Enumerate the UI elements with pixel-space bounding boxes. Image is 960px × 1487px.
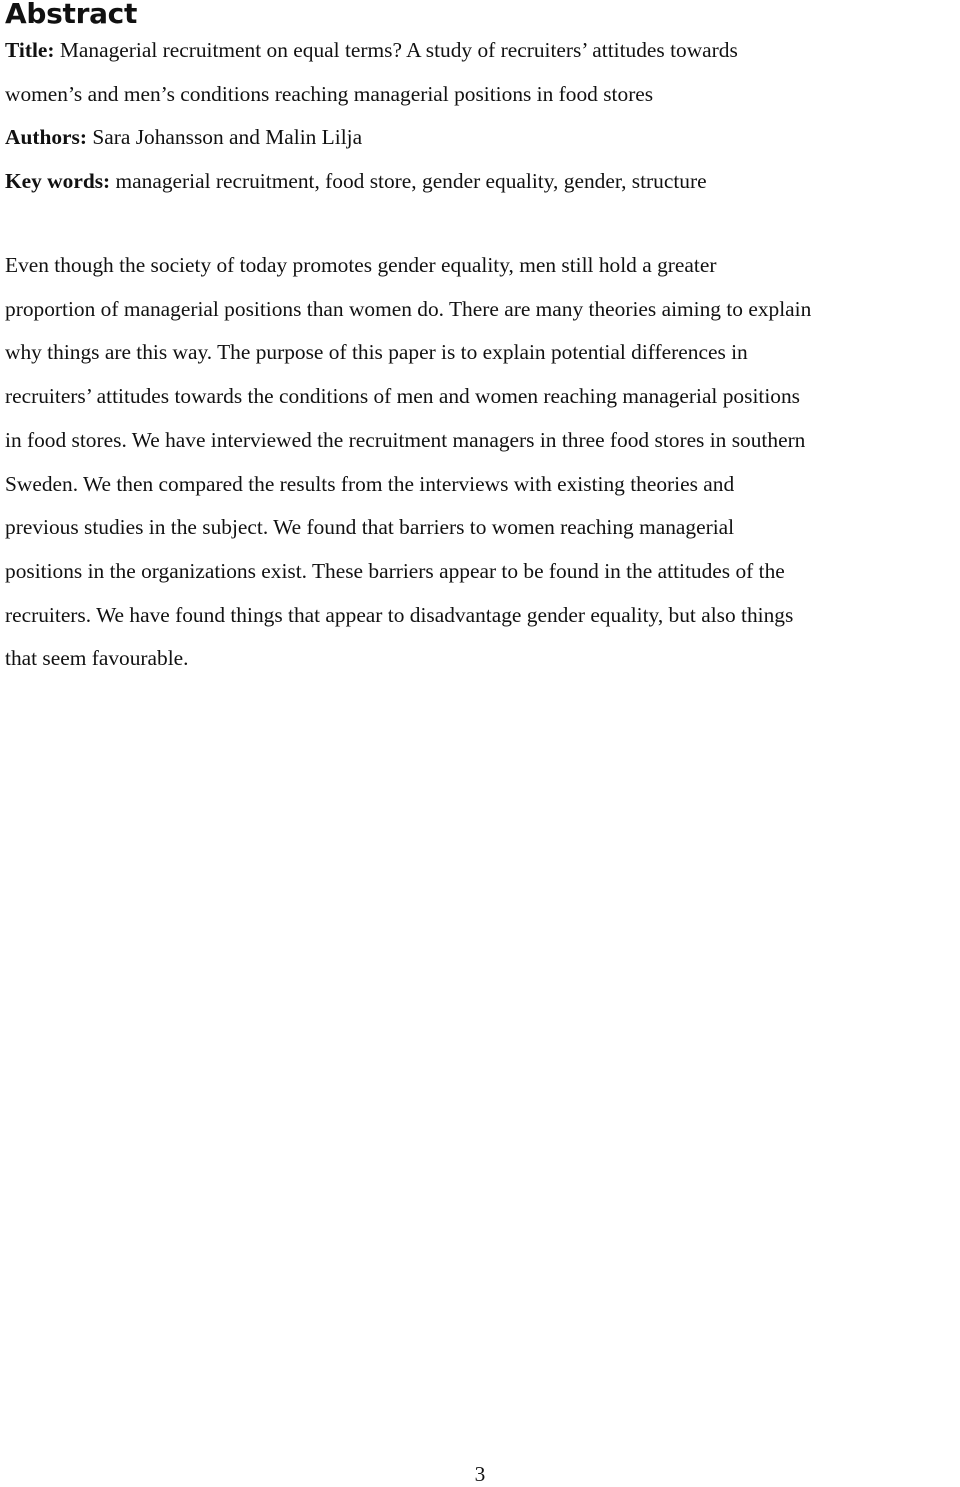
authors-line: [5, 116, 955, 160]
paragraph-line: recruiters. We have found things that appear to disadvantage gender equality, but also things: [5, 602, 794, 627]
paragraph-line: previous studies in the subject. We found that barriers to women reaching managerial: [5, 515, 735, 540]
abstract-heading: Abstract: [5, 0, 138, 30]
paragraph-line: Sweden. We then compared the results from the interviews with existing theories and: [5, 471, 735, 496]
title-text-part-1: Managerial recruitment on equal terms? A study of recruiters’ attitudes towards: [54, 38, 738, 62]
authors-value: Sara Johansson and Malin Lilja: [87, 125, 363, 150]
keywords-line: [5, 160, 955, 204]
abstract-metadata: [5, 29, 955, 204]
abstract-paragraph: [5, 244, 957, 681]
paragraph-line: in food stores. We have interviewed the recruitment managers in three food stores in southern: [5, 427, 806, 452]
keywords-label: Key words:: [5, 169, 111, 194]
paragraph-line: why things are this way. The purpose of this paper is to explain potential differences in: [5, 340, 748, 365]
paragraph-line: that seem favourable.: [5, 646, 189, 671]
paragraph-line: Even though the society of today promotes gender equality, men still hold a greater: [5, 253, 717, 277]
title-line-1: [5, 29, 955, 73]
paragraph-line: positions in the organizations exist. These barriers appear to be found in the attitudes of the: [5, 558, 785, 583]
paragraph-line: proportion of managerial positions than women do. There are many theories aiming to explain: [5, 296, 812, 321]
keywords-value: managerial recruitment, food store, gender equality, gender, structure: [110, 169, 707, 194]
paragraph-line: recruiters’ attitudes towards the conditions of men and women reaching managerial positions: [5, 384, 800, 409]
title-line-2: women’s and men’s conditions reaching managerial positions in food stores: [5, 81, 654, 106]
authors-label: Authors:: [5, 125, 88, 150]
title-label: Title:: [5, 38, 55, 62]
page-number: 3: [474, 1462, 486, 1486]
